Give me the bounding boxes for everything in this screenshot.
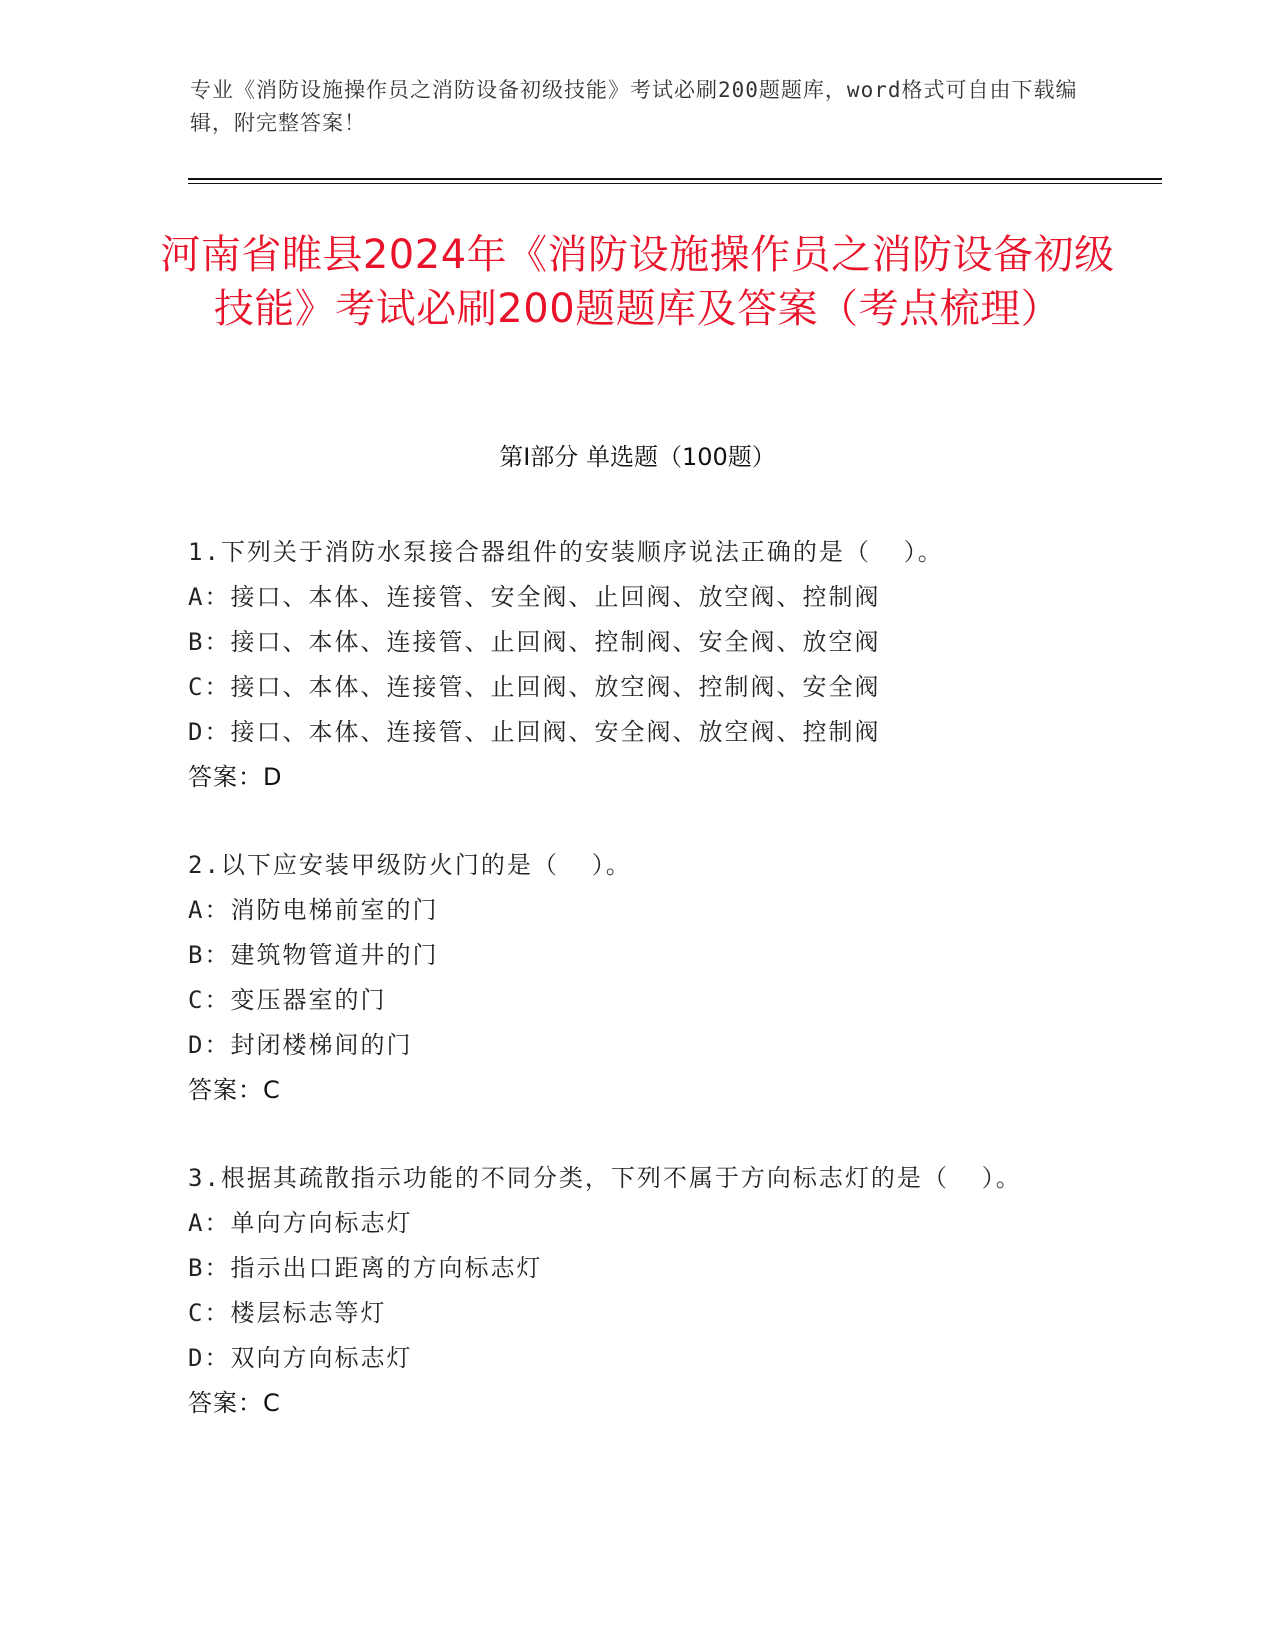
option-a: A：消防电梯前室的门 <box>188 896 439 924</box>
option-d: D：封闭楼梯间的门 <box>188 1031 413 1059</box>
question-2 <box>188 843 1048 1113</box>
question-list <box>188 530 1048 1469</box>
question-1 <box>188 530 1048 800</box>
option-c: C：楼层标志等灯 <box>188 1299 387 1327</box>
question-stem: 3.根据其疏散指示功能的不同分类，下列不属于方向标志灯的是（ ）。 <box>188 1164 1022 1192</box>
header-rule-thick <box>188 178 1162 180</box>
option-b: B：接口、本体、连接管、止回阀、控制阀、安全阀、放空阀 <box>188 628 881 656</box>
answer-line: 答案：C <box>188 1389 281 1417</box>
option-a: A：接口、本体、连接管、安全阀、止回阀、放空阀、控制阀 <box>188 583 881 611</box>
question-stem: 2.以下应安装甲级防火门的是（ ）。 <box>188 851 632 879</box>
option-c: C：变压器室的门 <box>188 986 387 1014</box>
option-d: D：接口、本体、连接管、止回阀、安全阀、放空阀、控制阀 <box>188 718 881 746</box>
section-heading: 第Ⅰ部分 单选题（100题） <box>499 443 776 471</box>
question-3 <box>188 1156 1048 1426</box>
answer-line: 答案：D <box>188 763 283 791</box>
option-b: B：指示出口距离的方向标志灯 <box>188 1254 543 1282</box>
option-d: D：双向方向标志灯 <box>188 1344 413 1372</box>
document-title: 河南省睢县2024年《消防设施操作员之消防设备初级技能》考试必刷200题题库及答案（考点梳理） <box>160 232 1115 332</box>
option-c: C：接口、本体、连接管、止回阀、放空阀、控制阀、安全阀 <box>188 673 881 701</box>
header-note: 专业《消防设施操作员之消防设备初级技能》考试必刷200题题库，word格式可自由下载编辑，附完整答案！ <box>190 78 1078 135</box>
question-stem: 1.下列关于消防水泵接合器组件的安装顺序说法正确的是（ ）。 <box>188 538 944 566</box>
option-b: B：建筑物管道井的门 <box>188 941 439 969</box>
option-a: A：单向方向标志灯 <box>188 1209 413 1237</box>
answer-line: 答案：C <box>188 1076 281 1104</box>
header-rule-thin <box>188 183 1162 184</box>
